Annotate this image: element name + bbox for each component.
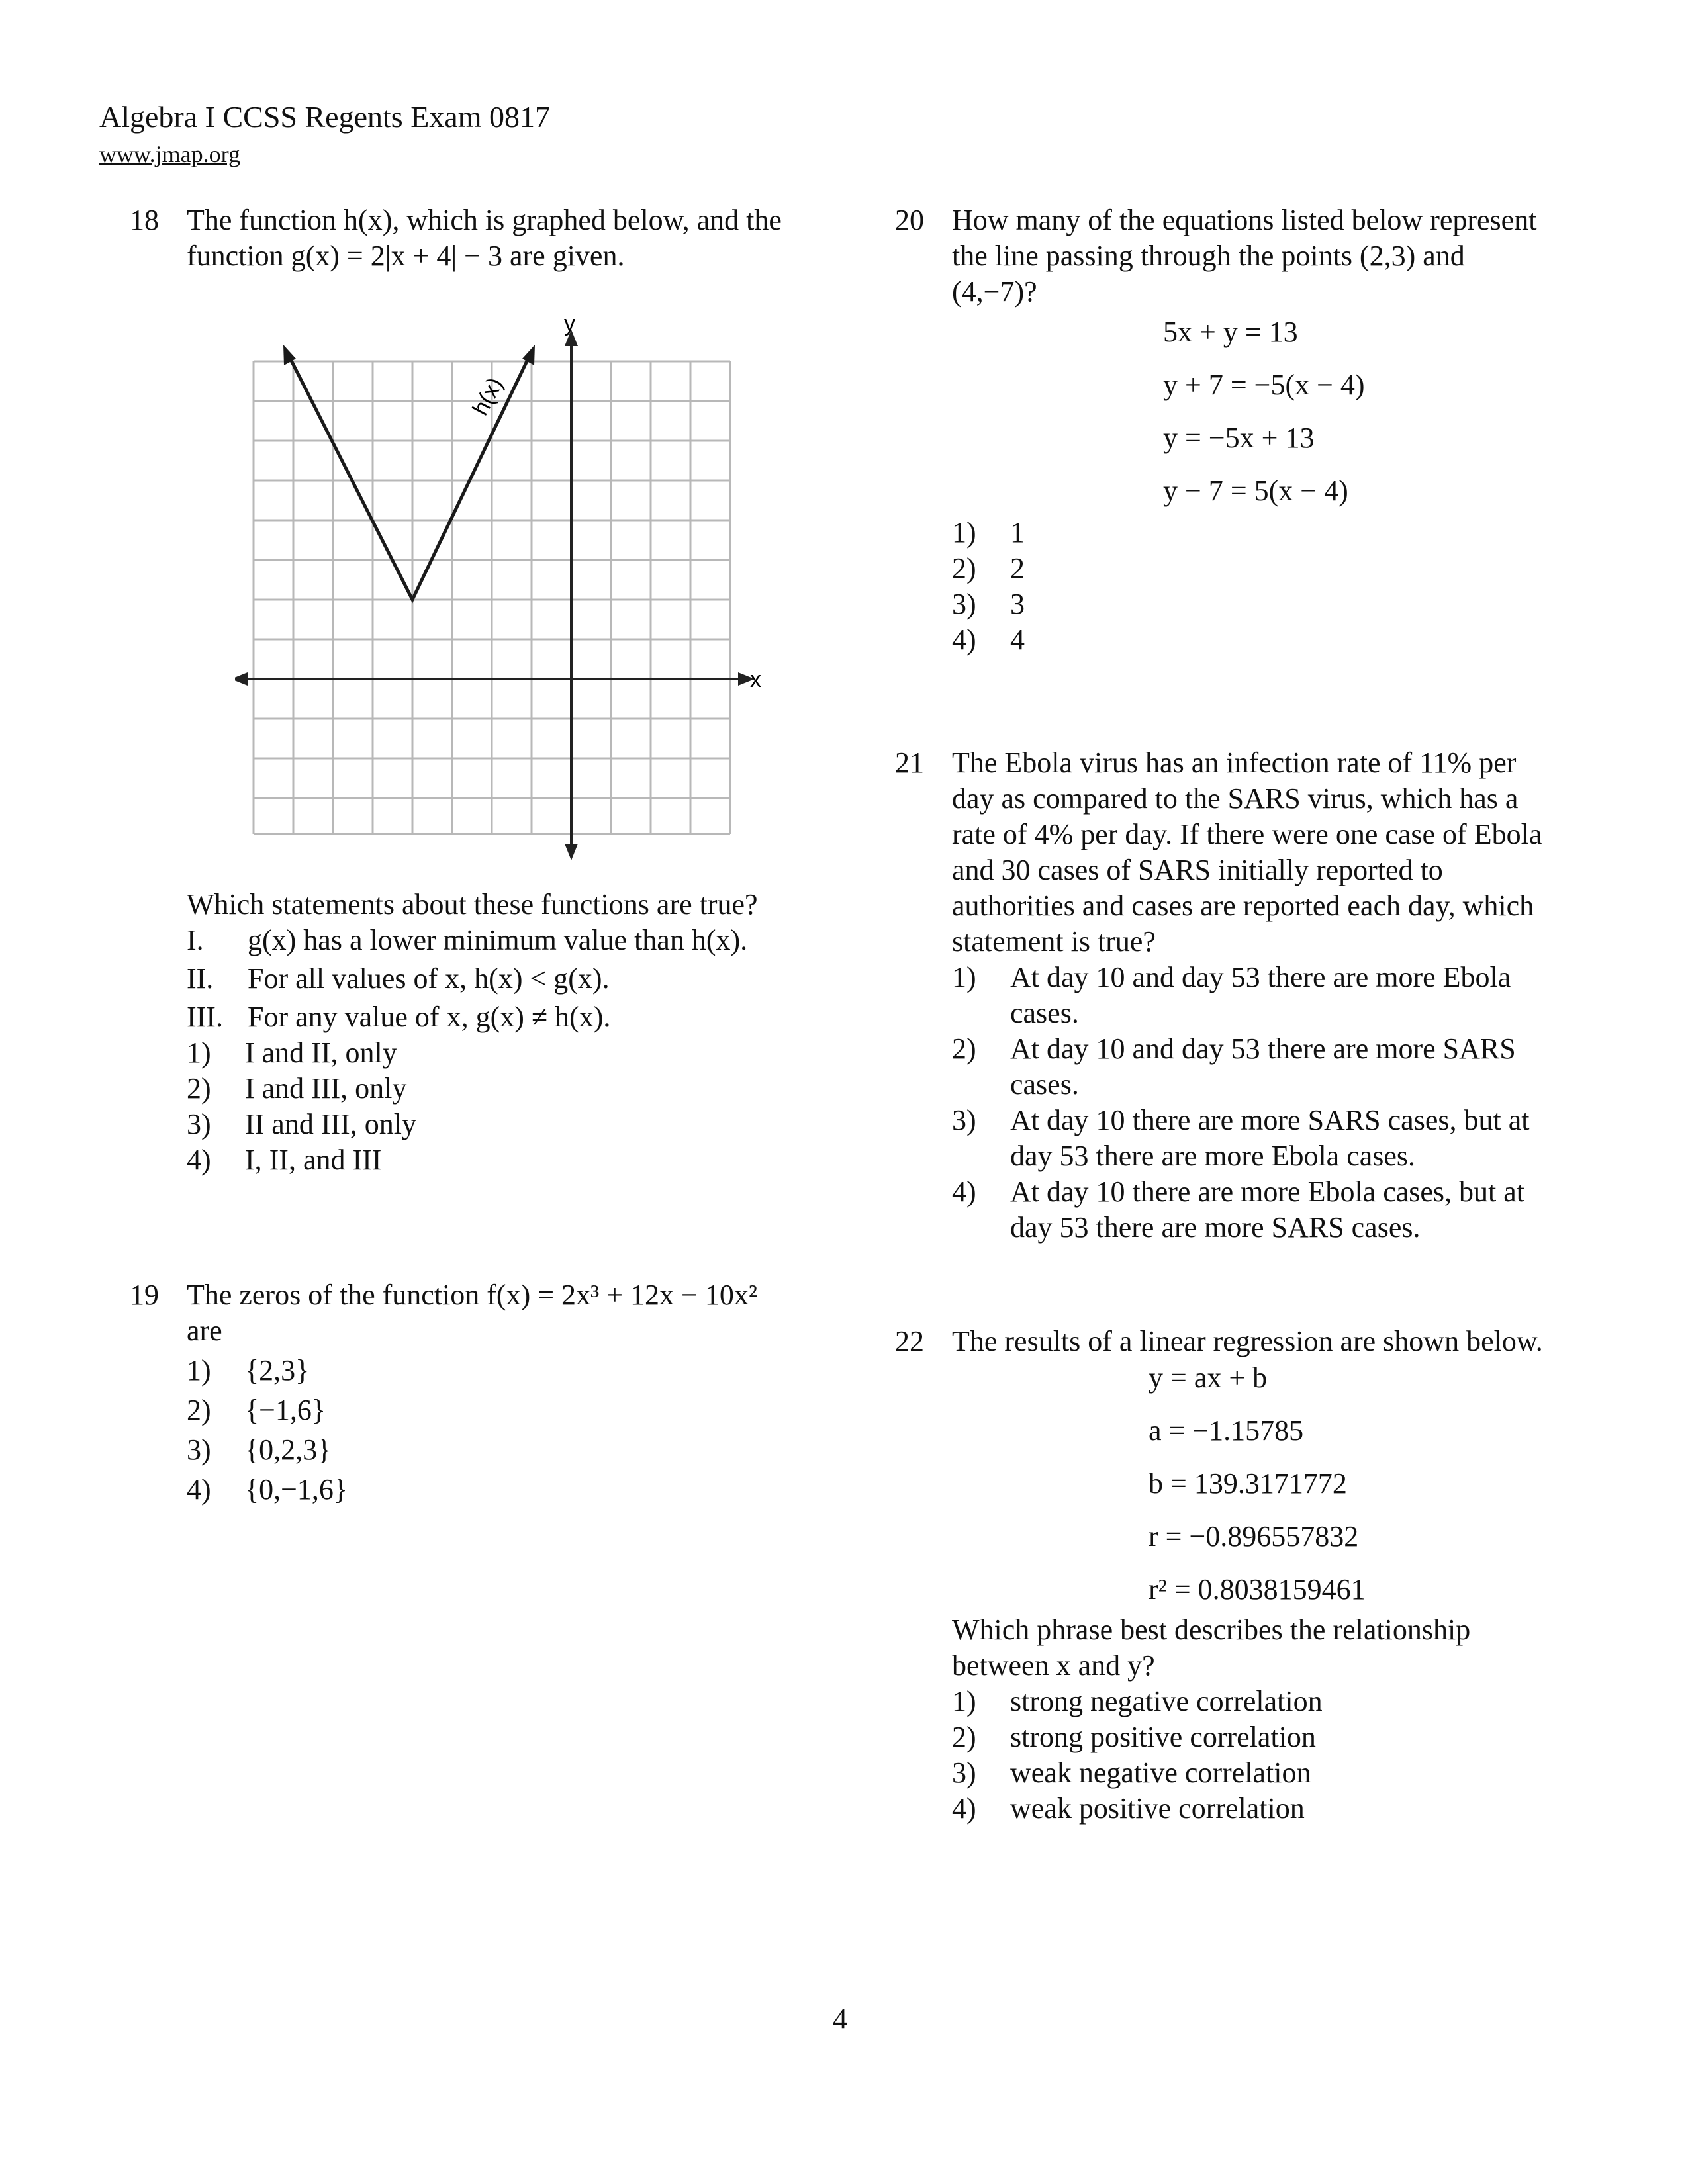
statement-3: III. For any value of x, g(x) ≠ h(x). [187,1001,611,1033]
answer-option-1[interactable]: 1) At day 10 and day 53 there are more Ebola [952,961,1511,993]
question-stem: The results of a linear regression are shown below. [952,1325,1543,1357]
question-stem: (4,−7)? [952,275,1037,308]
answer-option-4-cont: day 53 there are more SARS cases. [1010,1211,1421,1244]
answer-option-1-cont: cases. [1010,997,1079,1029]
answer-option-3[interactable]: 3) II and III, only [187,1108,417,1140]
page-number: 4 [833,2003,847,2035]
statement-1: I. g(x) has a lower minimum value than h(x). [187,924,748,956]
x-axis-label: x [750,667,761,692]
question-number: 20 [895,204,924,236]
regression-r: r = −0.896557832 [1149,1520,1359,1553]
answer-option-3[interactable]: 3) {0,2,3} [187,1433,332,1466]
question-stem: are [187,1314,222,1347]
regression-b: b = 139.3171772 [1149,1467,1347,1500]
answer-option-1[interactable]: 1) 1 [952,516,1025,549]
equation-2: y + 7 = −5(x − 4) [1163,369,1365,401]
answer-option-4[interactable]: 4) {0,−1,6} [187,1473,348,1506]
equation-4: y − 7 = 5(x − 4) [1163,475,1348,507]
exam-title: Algebra I CCSS Regents Exam 0817 [99,100,550,134]
answer-option-1[interactable]: 1) I and II, only [187,1036,397,1069]
question-stem: How many of the equations listed below represent [952,204,1537,236]
answer-option-3[interactable]: 3) weak negative correlation [952,1756,1311,1789]
question-number: 22 [895,1325,924,1357]
question-number: 18 [130,204,159,236]
answer-option-4[interactable]: 4) 4 [952,623,1025,656]
answer-option-2[interactable]: 2) I and III, only [187,1072,407,1105]
answer-option-3-cont: day 53 there are more Ebola cases. [1010,1140,1416,1172]
question-prompt: Which phrase best describes the relationship [952,1614,1471,1646]
answer-option-2-cont: cases. [1010,1068,1079,1101]
question-19 [130,1277,858,1542]
site-link[interactable]: www.jmap.org [99,141,240,167]
question-number: 19 [130,1279,159,1311]
y-axis-arrow-down [565,844,578,860]
question-stem: day as compared to the SARS virus, which has a [952,782,1519,815]
answer-option-4[interactable]: 4) weak positive correlation [952,1792,1305,1825]
question-stem: The Ebola virus has an infection rate of 11% per [952,747,1517,779]
question-prompt: between x and y? [952,1649,1155,1682]
question-22-choices [952,1612,1620,1827]
y-axis-label: y [564,311,575,336]
question-stem: The zeros of the function f(x) = 2x³ + 12x − 10x² [187,1279,758,1311]
answer-option-2[interactable]: 2) At day 10 and day 53 there are more SARS [952,1032,1516,1065]
statement-2: II. For all values of x, h(x) < g(x). [187,962,610,995]
question-stem: authorities and cases are reported each day, which [952,889,1534,922]
question-20-options [952,515,1217,658]
question-stem: rate of 4% per day. If there were one case of Ebola [952,818,1542,850]
answer-option-2[interactable]: 2) 2 [952,552,1025,584]
h-curve-label: h(x) [467,373,508,420]
answer-option-1[interactable]: 1) strong negative correlation [952,1685,1323,1717]
question-18-choices [187,887,849,1178]
answer-option-4[interactable]: 4) At day 10 there are more Ebola cases, but at [952,1175,1525,1208]
answer-option-3[interactable]: 3) At day 10 there are more SARS cases, but at [952,1104,1530,1136]
question-number: 21 [895,747,924,779]
question-stem: function g(x) = 2|x + 4| − 3 are given. [187,240,625,272]
question-stem: statement is true? [952,925,1156,958]
question-prompt: Which statements about these functions are true? [187,888,758,921]
equation-3: y = −5x + 13 [1163,422,1315,454]
x-axis-arrow-left [235,672,248,686]
regression-r-squared: r² = 0.8038159461 [1149,1573,1366,1606]
answer-option-3[interactable]: 3) 3 [952,588,1025,620]
question-21 [895,745,1623,1261]
answer-option-2[interactable]: 2) strong positive correlation [952,1721,1316,1753]
question-stem: the line passing through the points (2,3) and [952,240,1465,272]
answer-option-2[interactable]: 2) {−1,6} [187,1394,326,1426]
question-stem: and 30 cases of SARS initially reported to [952,854,1443,886]
question-stem: The function h(x), which is graphed below, and the [187,204,782,236]
h-graph [235,311,771,860]
regression-equation: y = ax + b [1149,1361,1268,1394]
answer-option-1[interactable]: 1) {2,3} [187,1354,310,1387]
answer-option-4[interactable]: 4) I, II, and III [187,1144,382,1176]
equation-1: 5x + y = 13 [1163,316,1298,348]
regression-a: a = −1.15785 [1149,1414,1304,1447]
